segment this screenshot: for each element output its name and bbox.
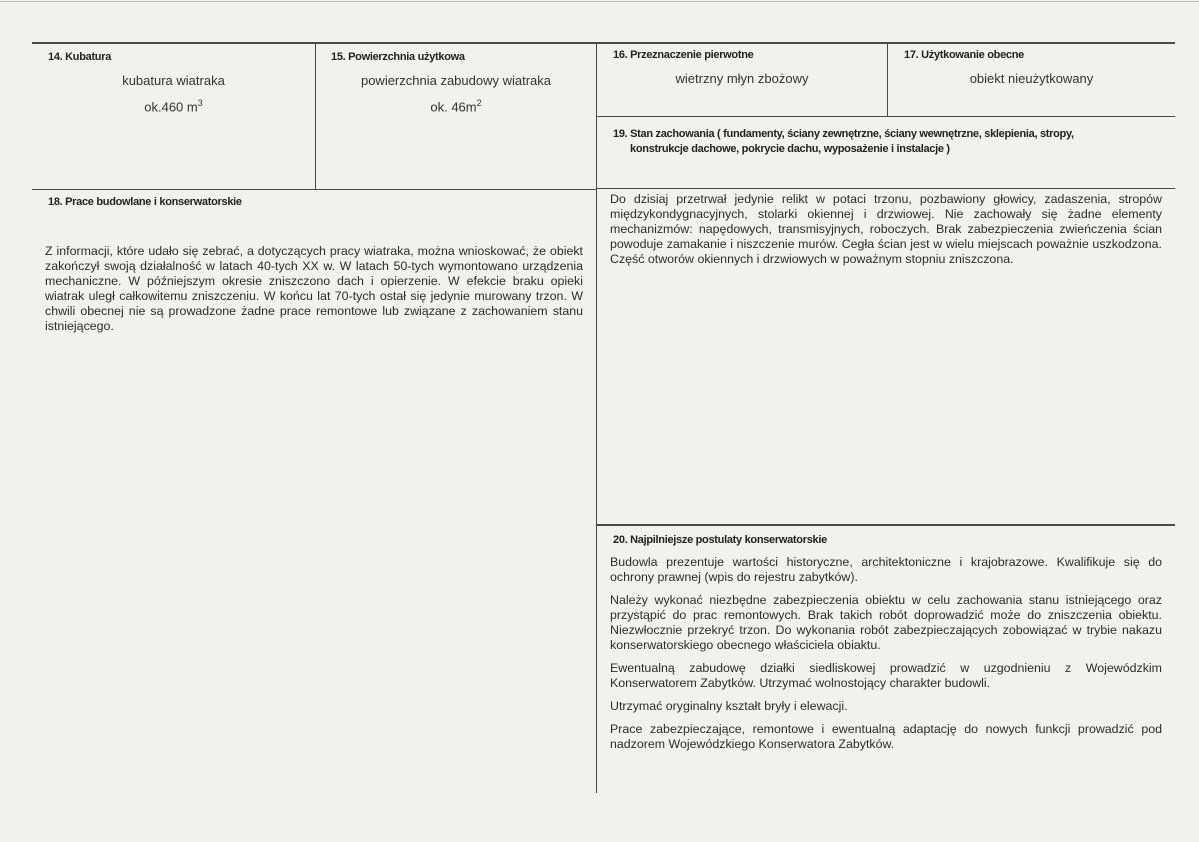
field-20-paragraph-2: Należy wykonać niezbędne zabezpieczenia obiektu w celu zachowania stanu istniejącego oraz przystąpić do prac remontowych. Brak takich robót doprowadzić może do zniszczenia obiektu. Niezwłocznie przekryć trzon. Do wykonania robót zabezpieczających zobowiązać w trybie nakazu konserwatorskiego obecnego właściciela obiaktu. — [610, 593, 1162, 652]
field-20-paragraph-4: Utrzymać oryginalny kształt bryły i elewacji. — [610, 699, 848, 713]
field-17-value: obiekt nieużytkowany — [969, 71, 1094, 86]
main-vertical-divider — [596, 43, 597, 793]
field-20-header: 20. Najpilniejsze postulaty konserwatorskie — [613, 534, 827, 546]
field-14-value: ok.460 $m^3$ — [144, 98, 203, 115]
field-15-value: ok. $46m^2$ — [430, 98, 482, 115]
divider-14-15 — [315, 43, 316, 190]
rule-below-16-17 — [596, 116, 1175, 117]
field-14-header: 14. Kubatura — [48, 51, 112, 63]
field-19-header-line1: 19. Stan zachowania ( fundamenty, ściany zewnętrzne, ściany wewnętrzne, sklepienia, stropy, — [613, 128, 1074, 140]
rule-below-19-header — [596, 188, 1175, 189]
field-19-text: Do dzisiaj przetrwał jedynie relikt w potaci trzonu, pozbawiony głowicy, zadaszenia, stropów międzykondygnacyjnych, stolarki okiennej i drzwiowej. Nie zachowały się żadne elementy mechanizmów: napędowych, transmisyjnych, roboczych. Brak zabezpieczenia zwieńczenia ścian powoduje zamakanie i niszczenie murów. Cegła ścian jest w wielu miejscach poważnie uszkodzona. Część otworów okiennych i drzwiowych w poważnym stopniu zniszczona. — [610, 192, 1162, 266]
field-19-header-line2: konstrukcje dachowe, pokrycie dachu, wyposażenie i instalacje ) — [630, 143, 950, 155]
field-16-header: 16. Przeznaczenie pierwotne — [613, 49, 754, 61]
field-20-paragraph-3: Ewentualną zabudowę działki siedliskowej prowadzić w uzgodnieniu z Wojewódzkim Konserwatorem Zabytków. Utrzymać wolnostojący charakter budowli. — [610, 661, 1162, 690]
field-15-header: 15. Powierzchnia użytkowa — [331, 51, 465, 63]
field-18-text: Z informacji, które udało się zebrać, a dotyczących pracy wiatraka, można wnioskować, że obiekt zakończył swoją działalność w latach 40-tych XX w. W latach 50-tych wymontowano urządzenia mechaniczne. W późniejszym okresie zniszczono dach i opierzenie. W efekcie braku opieki wiatrak uległ całkowitemu zniszczeniu. W końcu lat 70-tych ostał się jedynie murowany trzon. W chwili obecnej nie są prowadzone żadne prace remontowe lub związane z zachowaniem stanu istniejącego. — [45, 244, 583, 333]
field-14-superscript: 3 — [197, 98, 203, 108]
field-20-text — [610, 555, 1162, 760]
rule-above-18 — [32, 189, 596, 190]
rule-above-20 — [596, 524, 1175, 526]
field-16-value: wietrzny młyn zbożowy — [675, 71, 809, 86]
field-20-paragraph-5: Prace zabezpieczające, remontowe i ewentualną adaptację do nowych funkcji prowadzić pod nadzorem Wojewódzkiego Konserwatora Zabytków. — [610, 722, 1162, 751]
field-18-header: 18. Prace budowlane i konserwatorskie — [48, 196, 242, 208]
field-14-label: kubatura wiatraka — [122, 73, 225, 88]
top-edge-line — [0, 1, 1199, 2]
field-20-paragraph-1: Budowla prezentuje wartości historyczne, architektoniczne i krajobrazowe. Kwalifikuje się do ochrony prawnej (wpis do rejestru zabytków). — [610, 555, 1162, 584]
top-rule — [32, 42, 1175, 44]
field-15-superscript: 2 — [476, 98, 482, 108]
field-15-label: powierzchnia zabudowy wiatraka — [360, 73, 552, 88]
field-17-header: 17. Użytkowanie obecne — [904, 49, 1024, 61]
